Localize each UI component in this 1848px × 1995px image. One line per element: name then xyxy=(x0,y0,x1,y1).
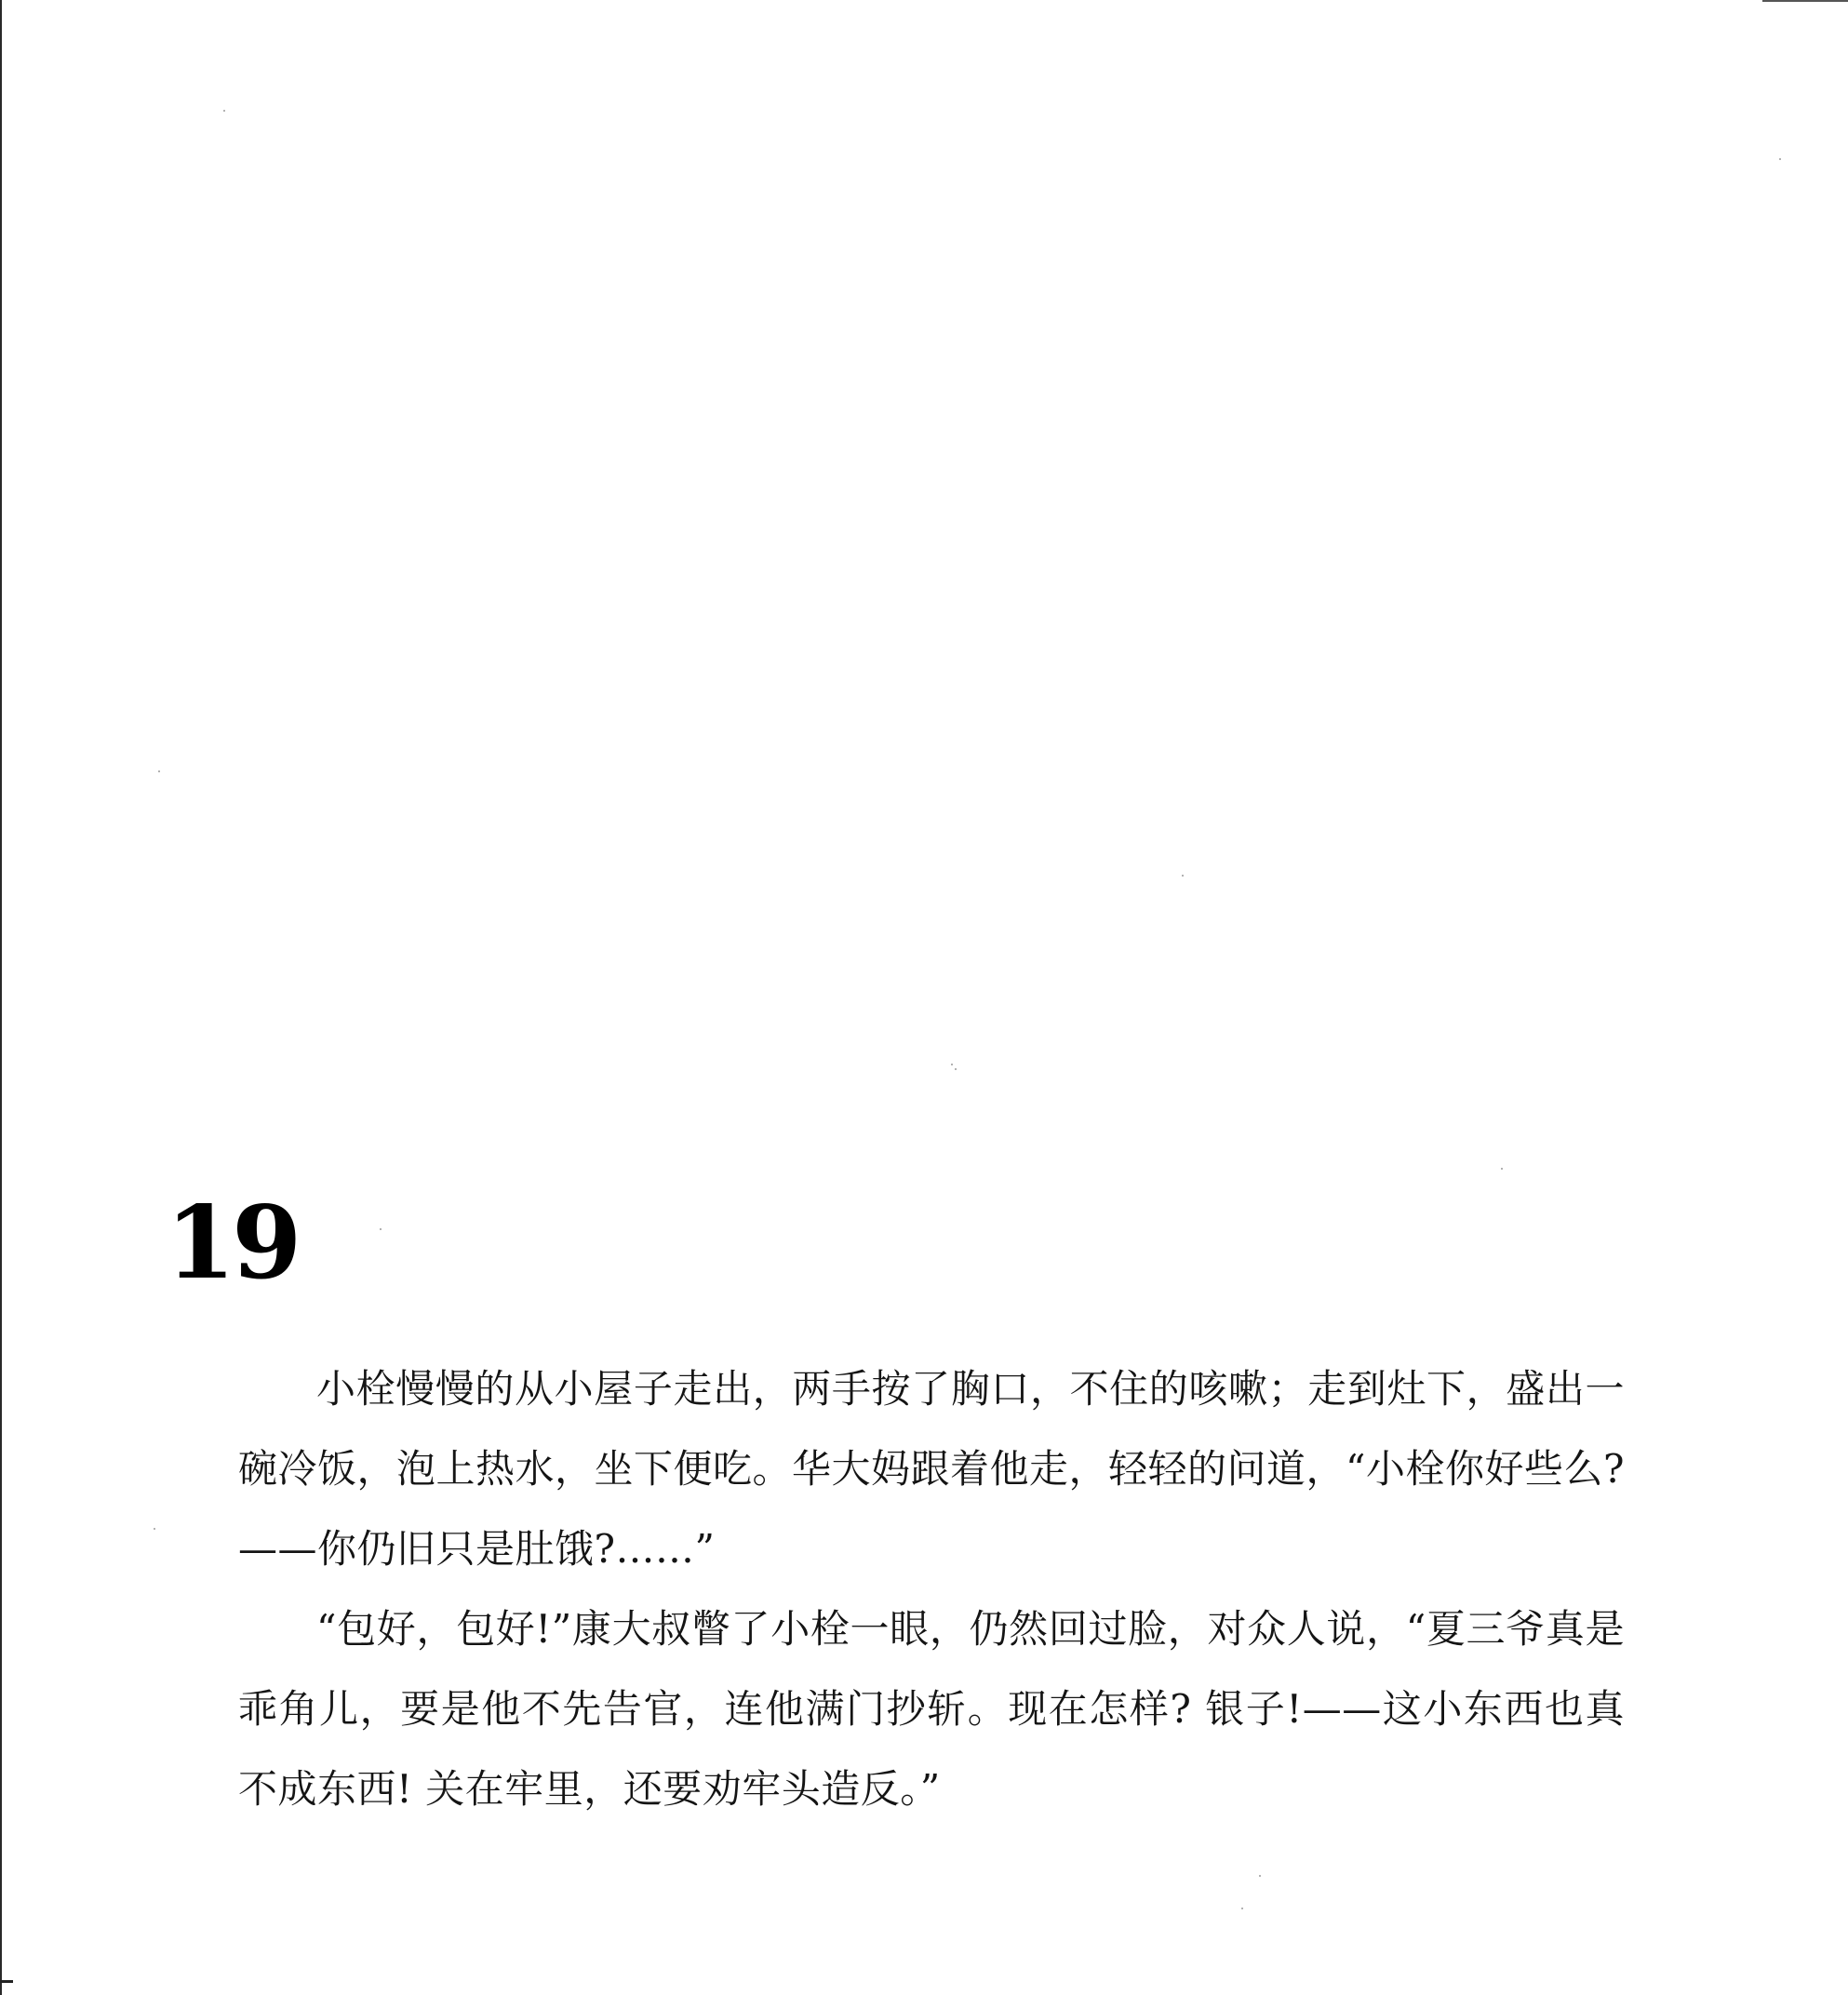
scan-speck xyxy=(1259,1875,1261,1877)
scan-speck xyxy=(1501,1168,1503,1170)
scan-speck xyxy=(154,1528,155,1530)
scan-speck xyxy=(1779,158,1781,160)
body-text xyxy=(238,1349,1625,1829)
scan-speck xyxy=(951,1064,953,1065)
paragraph-1: 小栓慢慢的从小屋子走出，两手按了胸口，不住的咳嗽；走到灶下，盛出一碗冷饭，泡上热水，坐下便吃。华大妈跟着他走，轻轻的问道，“小栓你好些么?——你仍旧只是肚饿?……” xyxy=(238,1366,1625,1572)
scan-speck xyxy=(955,1068,957,1070)
scan-speck xyxy=(223,110,225,112)
scan-speck xyxy=(1241,1908,1243,1909)
scan-speck xyxy=(380,1228,382,1230)
scan-speck xyxy=(1182,875,1184,877)
page-number: 19 xyxy=(166,1185,299,1302)
scan-corner-mark xyxy=(0,1980,13,1983)
scan-top-rule xyxy=(1762,0,1848,2)
scan-left-edge xyxy=(0,0,2,1995)
paragraph-2: “包好，包好!”康大叔瞥了小栓一眼，仍然回过脸，对众人说，“夏三爷真是乖角儿，要是他不先告官，连他满门抄斩。现在怎样? 银子!——这小东西也真不成东西! 关在牢里，还要劝牢头造反。” xyxy=(238,1606,1625,1812)
scan-speck xyxy=(158,770,160,772)
